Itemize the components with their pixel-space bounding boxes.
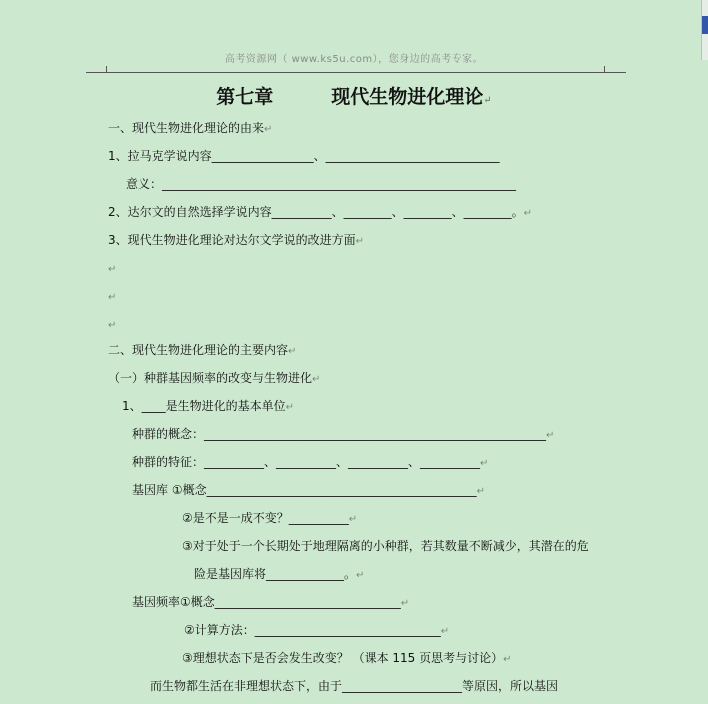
paragraph-mark-icon: ↵	[476, 486, 485, 497]
basic-unit-line: 1、____是生物进化的基本单位↵	[122, 399, 295, 413]
paragraph-mark-icon: ↵	[108, 292, 117, 303]
section-one-heading: 一、现代生物进化理论的由来↵	[108, 121, 273, 135]
paragraph-mark-icon: ↵	[440, 626, 450, 637]
paragraph-mark-icon: ↵	[285, 402, 295, 413]
paragraph-mark-icon: ↵	[523, 208, 533, 219]
scrollbar-thumb[interactable]	[702, 16, 708, 34]
non-ideal-state-line: 而生物都生活在非理想状态下，由于____________________等原因，所以基因	[150, 679, 559, 693]
paragraph-mark-icon: ↵	[400, 598, 410, 609]
paragraph-mark-icon: ↵	[264, 124, 273, 135]
subsection-one-heading: （一）种群基因频率的改变与生物进化↵	[108, 371, 321, 385]
paragraph-mark-icon: ↵	[546, 430, 555, 441]
significance-line: 意义：___________________________________________________________	[126, 177, 517, 191]
darwin-line: 2、达尔文的自然选择学说内容__________、________、________、________。↵	[108, 205, 533, 219]
blank-line-1	[108, 260, 116, 278]
paragraph-mark-icon: ↵	[480, 458, 489, 469]
gene-pool-risk-line: ③对于处于一个长期处于地理隔离的小种群，若其数量不断减少，其潜在的危	[182, 539, 589, 553]
paragraph-mark-icon: ↵	[483, 95, 492, 106]
header-rule	[86, 72, 626, 73]
blank-line-3	[108, 316, 116, 334]
gene-pool-risk-cont-line: 险是基因库将_____________。↵	[194, 567, 365, 581]
paragraph-mark-icon: ↵	[348, 514, 358, 525]
paragraph-mark-icon: ↵	[288, 346, 297, 357]
lamarck-line: 1、拉马克学说内容_________________、_____________________________	[108, 149, 500, 163]
section-two-heading: 二、现代生物进化理论的主要内容↵	[108, 343, 297, 357]
paragraph-mark-icon: ↵	[356, 570, 365, 581]
paragraph-mark-icon: ↵	[108, 320, 117, 331]
paragraph-mark-icon: ↵	[503, 654, 512, 665]
paragraph-mark-icon: ↵	[108, 264, 117, 275]
gene-pool-constant-line: ②是不是一成不变？__________↵	[182, 511, 358, 525]
gene-pool-concept-line: 基因库 ①概念_____________________________________________↵	[132, 483, 485, 497]
improvement-line: 3、现代生物进化理论对达尔文学说的改进方面↵	[108, 233, 365, 247]
chapter-number: 第七章	[216, 86, 274, 108]
page-header-text: 高考资源网（ www.ks5u.com），您身边的高考专家。	[224, 54, 484, 65]
population-features-line: 种群的特征：__________、__________、__________、__________↵	[132, 455, 489, 469]
blank-line-2	[108, 288, 116, 306]
paragraph-mark-icon: ↵	[355, 236, 365, 247]
population-concept-line: 种群的概念：_________________________________________________________↵	[132, 427, 555, 441]
chapter-name: 现代生物进化理论	[331, 86, 484, 108]
paragraph-mark-icon: ↵	[312, 374, 321, 385]
gene-frequency-concept-line: 基因频率①概念_______________________________↵	[132, 595, 410, 609]
chapter-title	[0, 82, 708, 109]
calculation-method-line: ②计算方法：_______________________________↵	[184, 623, 450, 637]
ideal-state-line: ③理想状态下是否会发生改变？ （课本 115 页思考与讨论）↵	[182, 651, 512, 665]
